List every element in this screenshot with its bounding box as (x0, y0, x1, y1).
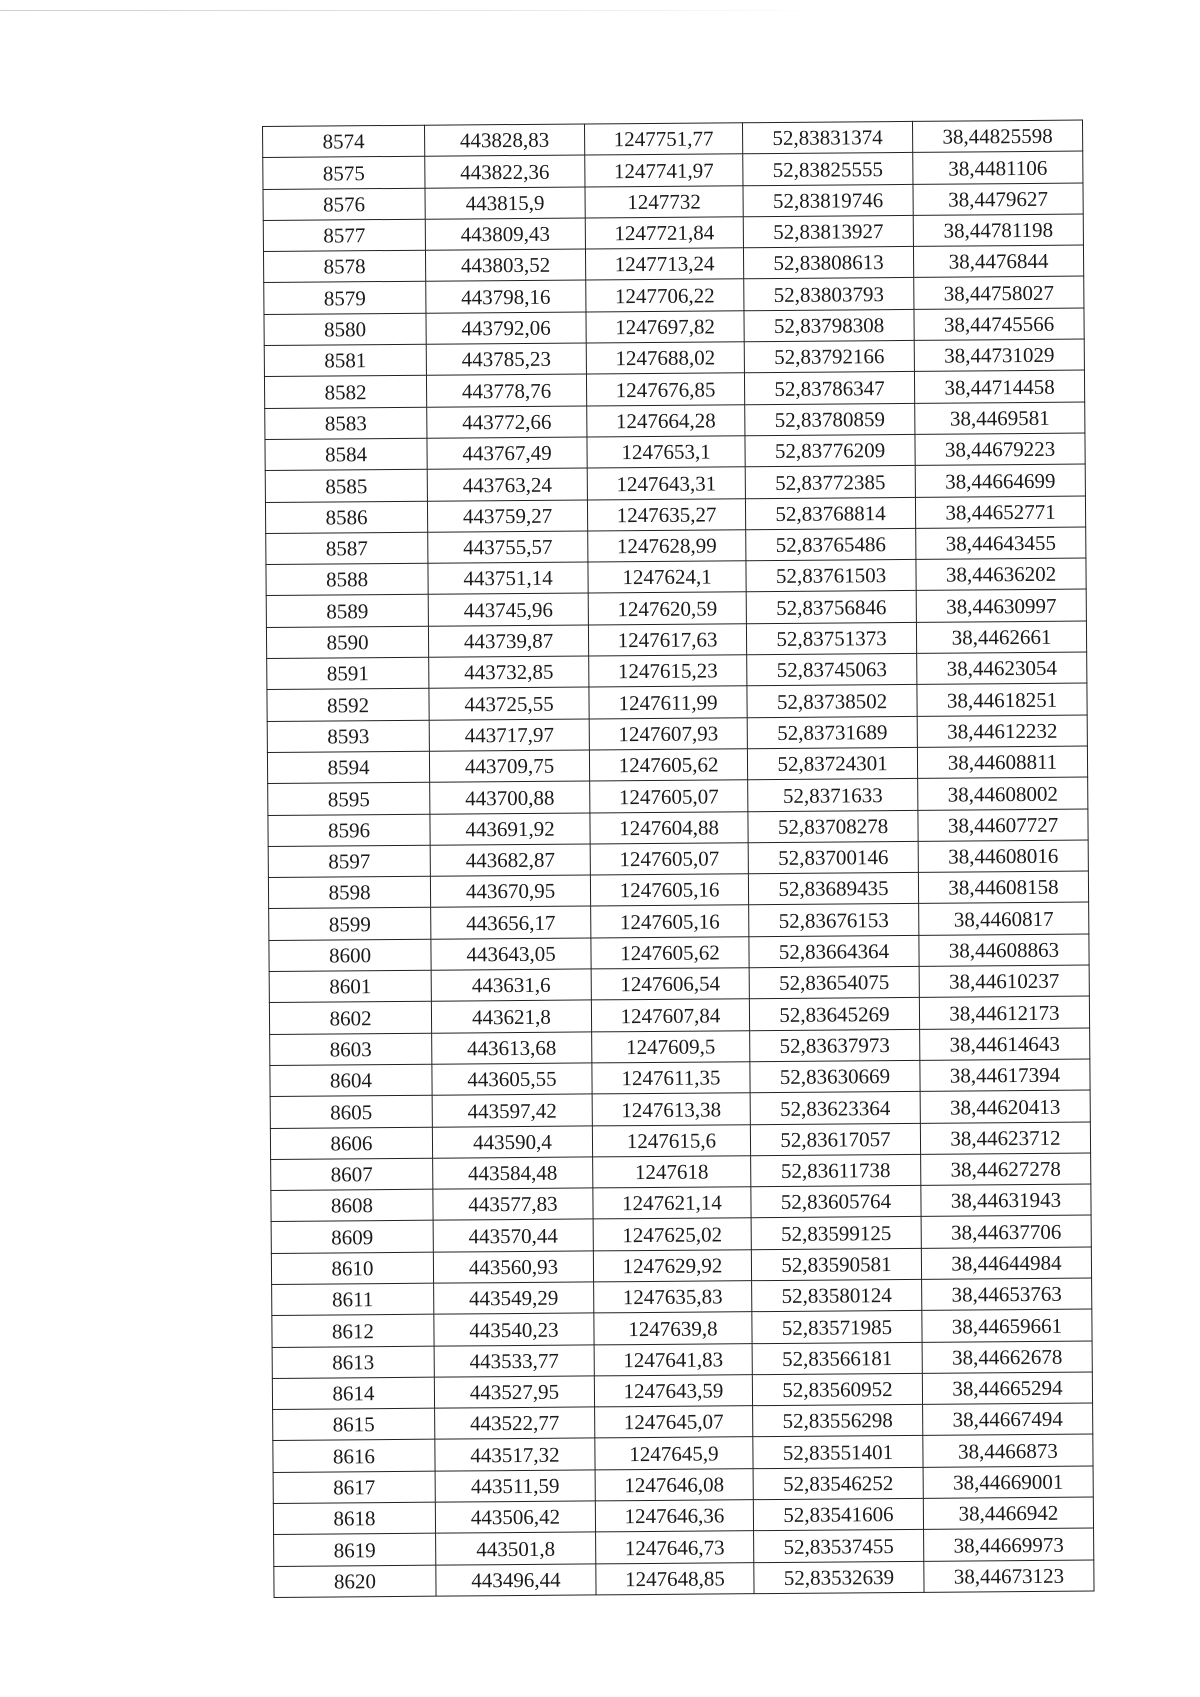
y-coordinate-cell: 1247611,35 (592, 1062, 750, 1095)
y-coordinate-cell: 1247620,59 (588, 592, 746, 625)
y-coordinate-cell: 1247643,59 (594, 1375, 752, 1408)
longitude-cell: 38,44652771 (915, 496, 1085, 529)
y-coordinate-cell: 1247706,22 (586, 279, 744, 312)
point-number-cell: 8589 (266, 595, 428, 628)
y-coordinate-cell: 1247617,63 (588, 623, 746, 656)
x-coordinate-cell: 443533,77 (434, 1345, 594, 1378)
y-coordinate-cell: 1247607,84 (591, 999, 749, 1032)
x-coordinate-cell: 443570,44 (433, 1219, 593, 1252)
point-number-cell: 8596 (268, 814, 430, 847)
latitude-cell: 52,83708278 (748, 810, 918, 843)
latitude-cell: 52,83765486 (746, 528, 916, 561)
longitude-cell: 38,44636202 (916, 558, 1086, 591)
longitude-cell: 38,44758027 (914, 277, 1084, 310)
latitude-cell: 52,83546252 (753, 1467, 923, 1500)
latitude-cell: 52,83792166 (744, 340, 914, 373)
x-coordinate-cell: 443577,83 (433, 1188, 593, 1221)
latitude-cell: 52,83532639 (754, 1561, 924, 1594)
x-coordinate-cell: 443670,95 (430, 875, 590, 908)
longitude-cell: 38,44825598 (912, 120, 1082, 153)
longitude-cell: 38,44714458 (914, 370, 1084, 403)
point-number-cell: 8578 (263, 250, 425, 283)
document-page (262, 120, 1094, 1598)
y-coordinate-cell: 1247635,83 (594, 1281, 752, 1314)
longitude-cell: 38,44637706 (921, 1215, 1091, 1248)
latitude-cell: 52,83738502 (747, 685, 917, 718)
x-coordinate-cell: 443739,87 (428, 625, 588, 658)
y-coordinate-cell: 1247605,07 (590, 843, 748, 876)
point-number-cell: 8588 (266, 563, 428, 596)
y-coordinate-cell: 1247621,14 (593, 1187, 751, 1220)
x-coordinate-cell: 443725,55 (429, 687, 589, 720)
point-number-cell: 8614 (272, 1377, 434, 1410)
x-coordinate-cell: 443511,59 (435, 1470, 595, 1503)
point-number-cell: 8610 (271, 1252, 433, 1285)
longitude-cell: 38,44679223 (915, 433, 1085, 466)
y-coordinate-cell: 1247688,02 (586, 342, 744, 375)
longitude-cell: 38,4466942 (923, 1497, 1093, 1530)
latitude-cell: 52,83724301 (747, 747, 917, 780)
x-coordinate-cell: 443755,57 (428, 531, 588, 564)
latitude-cell: 52,83611738 (751, 1154, 921, 1187)
point-number-cell: 8587 (266, 532, 428, 565)
latitude-cell: 52,83541606 (753, 1498, 923, 1531)
longitude-cell: 38,44673123 (924, 1560, 1094, 1593)
point-number-cell: 8617 (273, 1471, 435, 1504)
point-number-cell: 8600 (269, 939, 431, 972)
longitude-cell: 38,4466873 (923, 1434, 1093, 1467)
x-coordinate-cell: 443763,24 (427, 468, 587, 501)
longitude-cell: 38,44644984 (921, 1247, 1091, 1280)
point-number-cell: 8604 (270, 1064, 432, 1097)
longitude-cell: 38,44614643 (920, 1028, 1090, 1061)
point-number-cell: 8585 (265, 469, 427, 502)
latitude-cell: 52,83798308 (744, 309, 914, 342)
y-coordinate-cell: 1247615,23 (589, 655, 747, 688)
point-number-cell: 8579 (264, 282, 426, 315)
point-number-cell: 8581 (264, 344, 426, 377)
latitude-cell: 52,83645269 (749, 998, 919, 1031)
y-coordinate-cell: 1247607,93 (589, 717, 747, 750)
latitude-cell: 52,83664364 (749, 935, 919, 968)
longitude-cell: 38,44612173 (919, 996, 1089, 1029)
latitude-cell: 52,83780859 (745, 403, 915, 436)
y-coordinate-cell: 1247648,85 (596, 1562, 754, 1595)
x-coordinate-cell: 443803,52 (425, 249, 585, 282)
y-coordinate-cell: 1247605,62 (591, 936, 749, 969)
longitude-cell: 38,44781198 (913, 214, 1083, 247)
y-coordinate-cell: 1247628,99 (588, 530, 746, 563)
longitude-cell: 38,44620413 (920, 1090, 1090, 1123)
y-coordinate-cell: 1247643,31 (587, 467, 745, 500)
point-number-cell: 8619 (274, 1534, 436, 1567)
x-coordinate-cell: 443778,76 (426, 374, 586, 407)
y-coordinate-cell: 1247676,85 (586, 373, 744, 406)
longitude-cell: 38,4481106 (913, 151, 1083, 184)
longitude-cell: 38,44662678 (922, 1341, 1092, 1374)
y-coordinate-cell: 1247732 (585, 185, 743, 218)
y-coordinate-cell: 1247653,1 (587, 436, 745, 469)
x-coordinate-cell: 443709,75 (429, 750, 589, 783)
x-coordinate-cell: 443631,6 (431, 969, 591, 1002)
latitude-cell: 52,83808613 (743, 247, 913, 280)
latitude-cell: 52,83756846 (746, 591, 916, 624)
y-coordinate-cell: 1247606,54 (591, 968, 749, 1001)
y-coordinate-cell: 1247615,6 (592, 1124, 750, 1157)
latitude-cell: 52,83637973 (750, 1029, 920, 1062)
longitude-cell: 38,44659661 (922, 1309, 1092, 1342)
x-coordinate-cell: 443643,05 (431, 938, 591, 971)
x-coordinate-cell: 443700,88 (430, 781, 590, 814)
latitude-cell: 52,83776209 (745, 434, 915, 467)
latitude-cell: 52,83599125 (751, 1217, 921, 1250)
coordinates-table (262, 120, 1095, 1598)
x-coordinate-cell: 443815,9 (425, 187, 585, 220)
x-coordinate-cell: 443745,96 (428, 593, 588, 626)
x-coordinate-cell: 443560,93 (433, 1251, 593, 1284)
y-coordinate-cell: 1247741,97 (585, 154, 743, 187)
x-coordinate-cell: 443656,17 (431, 906, 591, 939)
latitude-cell: 52,83768814 (745, 497, 915, 530)
latitude-cell: 52,83590581 (751, 1248, 921, 1281)
longitude-cell: 38,44630997 (916, 589, 1086, 622)
y-coordinate-cell: 1247613,38 (592, 1093, 750, 1126)
point-number-cell: 8593 (267, 720, 429, 753)
y-coordinate-cell: 1247605,16 (591, 905, 749, 938)
x-coordinate-cell: 443527,95 (434, 1376, 594, 1409)
longitude-cell: 38,44617394 (920, 1059, 1090, 1092)
longitude-cell: 38,44669001 (923, 1466, 1093, 1499)
latitude-cell: 52,83825555 (743, 153, 913, 186)
x-coordinate-cell: 443613,68 (432, 1032, 592, 1065)
longitude-cell: 38,44608158 (918, 871, 1088, 904)
point-number-cell: 8577 (263, 219, 425, 252)
y-coordinate-cell: 1247609,5 (592, 1030, 750, 1063)
latitude-cell: 52,83731689 (747, 716, 917, 749)
longitude-cell: 38,44610237 (919, 965, 1089, 998)
y-coordinate-cell: 1247605,16 (590, 874, 748, 907)
x-coordinate-cell: 443828,83 (424, 124, 584, 157)
latitude-cell: 52,83689435 (748, 872, 918, 905)
x-coordinate-cell: 443506,42 (435, 1501, 595, 1534)
x-coordinate-cell: 443597,42 (432, 1094, 592, 1127)
point-number-cell: 8609 (271, 1221, 433, 1254)
x-coordinate-cell: 443751,14 (428, 562, 588, 595)
point-number-cell: 8586 (265, 501, 427, 534)
y-coordinate-cell: 1247641,83 (594, 1343, 752, 1376)
latitude-cell: 52,83813927 (743, 215, 913, 248)
latitude-cell: 52,8371633 (748, 779, 918, 812)
x-coordinate-cell: 443621,8 (431, 1000, 591, 1033)
point-number-cell: 8576 (263, 188, 425, 221)
x-coordinate-cell: 443691,92 (430, 812, 590, 845)
latitude-cell: 52,83560952 (752, 1373, 922, 1406)
y-coordinate-cell: 1247629,92 (593, 1249, 751, 1282)
point-number-cell: 8620 (274, 1565, 436, 1598)
x-coordinate-cell: 443605,55 (432, 1063, 592, 1096)
latitude-cell: 52,83745063 (747, 653, 917, 686)
x-coordinate-cell: 443822,36 (425, 155, 585, 188)
latitude-cell: 52,83654075 (749, 966, 919, 999)
longitude-cell: 38,4476844 (913, 245, 1083, 278)
x-coordinate-cell: 443772,66 (427, 406, 587, 439)
longitude-cell: 38,44665294 (922, 1372, 1092, 1405)
longitude-cell: 38,4469581 (915, 402, 1085, 435)
latitude-cell: 52,83700146 (748, 841, 918, 874)
x-coordinate-cell: 443798,16 (426, 280, 586, 313)
latitude-cell: 52,83605764 (751, 1185, 921, 1218)
longitude-cell: 38,4462661 (916, 621, 1086, 654)
x-coordinate-cell: 443522,77 (435, 1407, 595, 1440)
point-number-cell: 8603 (270, 1033, 432, 1066)
longitude-cell: 38,44745566 (914, 308, 1084, 341)
point-number-cell: 8608 (271, 1189, 433, 1222)
x-coordinate-cell: 443501,8 (436, 1532, 596, 1565)
x-coordinate-cell: 443549,29 (434, 1282, 594, 1315)
longitude-cell: 38,44623054 (917, 652, 1087, 685)
longitude-cell: 38,44627278 (921, 1153, 1091, 1186)
x-coordinate-cell: 443767,49 (427, 437, 587, 470)
point-number-cell: 8583 (265, 407, 427, 440)
longitude-cell: 38,44608863 (919, 934, 1089, 967)
y-coordinate-cell: 1247646,73 (596, 1531, 754, 1564)
latitude-cell: 52,83831374 (742, 121, 912, 154)
point-number-cell: 8612 (272, 1314, 434, 1347)
point-number-cell: 8613 (272, 1346, 434, 1379)
longitude-cell: 38,44667494 (923, 1403, 1093, 1436)
point-number-cell: 8598 (268, 876, 430, 909)
latitude-cell: 52,83761503 (746, 560, 916, 593)
y-coordinate-cell: 1247605,62 (589, 749, 747, 782)
latitude-cell: 52,83786347 (744, 372, 914, 405)
latitude-cell: 52,83551401 (753, 1436, 923, 1469)
latitude-cell: 52,83617057 (750, 1123, 920, 1156)
y-coordinate-cell: 1247618 (593, 1155, 751, 1188)
point-number-cell: 8580 (264, 313, 426, 346)
y-coordinate-cell: 1247646,08 (595, 1468, 753, 1501)
x-coordinate-cell: 443785,23 (426, 343, 586, 376)
point-number-cell: 8584 (265, 438, 427, 471)
point-number-cell: 8582 (264, 376, 426, 409)
point-number-cell: 8594 (267, 751, 429, 784)
point-number-cell: 8607 (271, 1158, 433, 1191)
y-coordinate-cell: 1247646,36 (595, 1500, 753, 1533)
point-number-cell: 8574 (263, 125, 425, 158)
x-coordinate-cell: 443732,85 (429, 656, 589, 689)
latitude-cell: 52,83537455 (754, 1530, 924, 1563)
longitude-cell: 38,44643455 (916, 527, 1086, 560)
x-coordinate-cell: 443590,4 (432, 1125, 592, 1158)
y-coordinate-cell: 1247697,82 (586, 311, 744, 344)
latitude-cell: 52,83580124 (752, 1279, 922, 1312)
x-coordinate-cell: 443496,44 (436, 1564, 596, 1597)
y-coordinate-cell: 1247604,88 (590, 811, 748, 844)
y-coordinate-cell: 1247611,99 (589, 686, 747, 719)
point-number-cell: 8595 (268, 782, 430, 815)
coordinates-table-body (263, 120, 1095, 1597)
latitude-cell: 52,83566181 (752, 1342, 922, 1375)
longitude-cell: 38,44623712 (920, 1122, 1090, 1155)
table-row (274, 1560, 1094, 1598)
y-coordinate-cell: 1247624,1 (588, 561, 746, 594)
x-coordinate-cell: 443584,48 (433, 1157, 593, 1190)
y-coordinate-cell: 1247605,07 (590, 780, 748, 813)
latitude-cell: 52,83819746 (743, 184, 913, 217)
latitude-cell: 52,83772385 (745, 466, 915, 499)
y-coordinate-cell: 1247751,77 (584, 123, 742, 156)
longitude-cell: 38,44669973 (924, 1528, 1094, 1561)
longitude-cell: 38,44731029 (914, 339, 1084, 372)
point-number-cell: 8590 (266, 626, 428, 659)
y-coordinate-cell: 1247625,02 (593, 1218, 751, 1251)
y-coordinate-cell: 1247635,27 (587, 498, 745, 531)
point-number-cell: 8591 (267, 657, 429, 690)
point-number-cell: 8618 (273, 1502, 435, 1535)
latitude-cell: 52,83623364 (750, 1092, 920, 1125)
longitude-cell: 38,44653763 (922, 1278, 1092, 1311)
latitude-cell: 52,83803793 (744, 278, 914, 311)
point-number-cell: 8575 (263, 157, 425, 190)
y-coordinate-cell: 1247639,8 (594, 1312, 752, 1345)
longitude-cell: 38,44608002 (918, 777, 1088, 810)
point-number-cell: 8592 (267, 689, 429, 722)
latitude-cell: 52,83571985 (752, 1311, 922, 1344)
x-coordinate-cell: 443540,23 (434, 1313, 594, 1346)
longitude-cell: 38,44618251 (917, 683, 1087, 716)
longitude-cell: 38,44631943 (921, 1184, 1091, 1217)
latitude-cell: 52,83630669 (750, 1060, 920, 1093)
y-coordinate-cell: 1247645,9 (595, 1437, 753, 1470)
latitude-cell: 52,83676153 (749, 904, 919, 937)
y-coordinate-cell: 1247713,24 (585, 248, 743, 281)
point-number-cell: 8602 (269, 1002, 431, 1035)
longitude-cell: 38,44612232 (917, 715, 1087, 748)
longitude-cell: 38,44664699 (915, 464, 1085, 497)
point-number-cell: 8597 (268, 845, 430, 878)
y-coordinate-cell: 1247721,84 (585, 217, 743, 250)
point-number-cell: 8599 (269, 908, 431, 941)
point-number-cell: 8611 (272, 1283, 434, 1316)
x-coordinate-cell: 443682,87 (430, 844, 590, 877)
latitude-cell: 52,83751373 (746, 622, 916, 655)
longitude-cell: 38,44608016 (918, 840, 1088, 873)
point-number-cell: 8616 (273, 1440, 435, 1473)
point-number-cell: 8605 (270, 1095, 432, 1128)
latitude-cell: 52,83556298 (753, 1405, 923, 1438)
point-number-cell: 8606 (270, 1127, 432, 1160)
x-coordinate-cell: 443517,32 (435, 1438, 595, 1471)
longitude-cell: 38,4479627 (913, 183, 1083, 216)
point-number-cell: 8615 (273, 1408, 435, 1441)
y-coordinate-cell: 1247645,07 (595, 1406, 753, 1439)
y-coordinate-cell: 1247664,28 (587, 404, 745, 437)
longitude-cell: 38,44607727 (918, 809, 1088, 842)
x-coordinate-cell: 443759,27 (427, 500, 587, 533)
longitude-cell: 38,44608811 (917, 746, 1087, 779)
x-coordinate-cell: 443809,43 (425, 218, 585, 251)
longitude-cell: 38,4460817 (919, 902, 1089, 935)
scan-artifact-line (0, 10, 830, 11)
x-coordinate-cell: 443792,06 (426, 312, 586, 345)
x-coordinate-cell: 443717,97 (429, 719, 589, 752)
point-number-cell: 8601 (269, 970, 431, 1003)
